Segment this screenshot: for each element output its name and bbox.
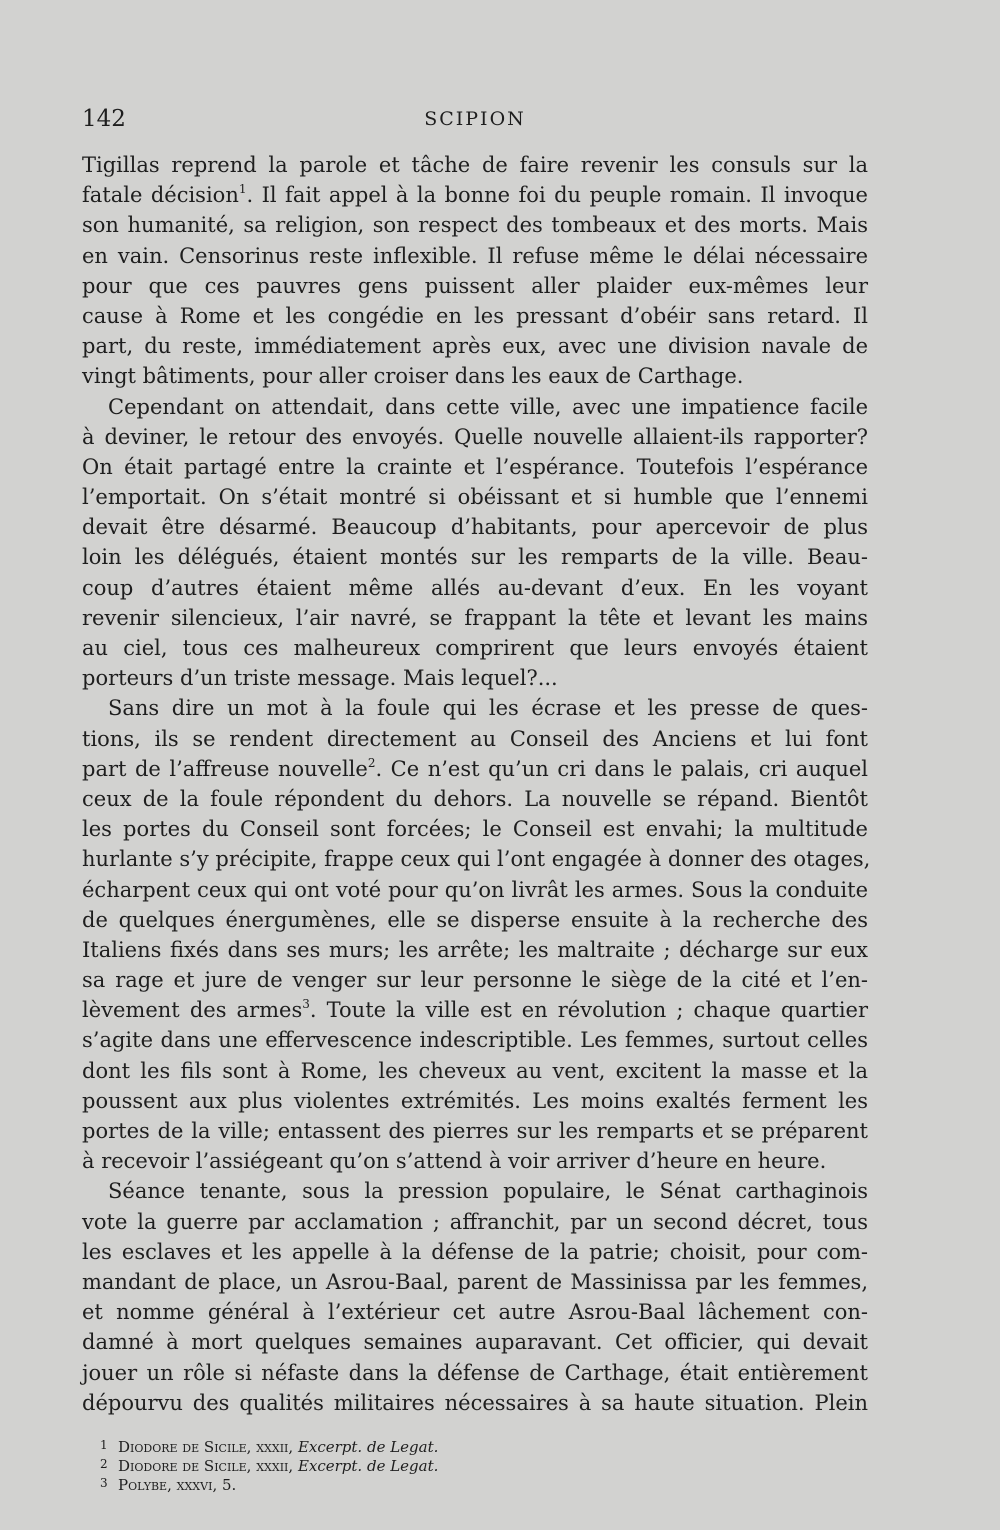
text-line: devait être désarmé. Beaucoup d’habitants, pour apercevoir de plus xyxy=(82,515,868,540)
footnote-mark: 3 xyxy=(100,1476,108,1490)
text-line: loin les délégués, étaient montés sur les remparts de la ville. Beau- xyxy=(82,545,868,570)
text-line: Séance tenante, sous la pression populaire, le Sénat carthaginois xyxy=(108,1179,868,1204)
text-line: au ciel, tous ces malheureux comprirent que leurs envoyés étaient xyxy=(82,636,868,660)
footnote-reference: 1 xyxy=(238,182,247,197)
text-line: écharpent ceux qui ont voté pour qu’on livrât les armes. Sous la conduite xyxy=(82,877,868,902)
footnote-mark: 2 xyxy=(100,1457,108,1471)
text-line: damné à mort quelques semaines auparavant. Cet officier, qui devait xyxy=(82,1330,868,1355)
footnote-mark: 1 xyxy=(100,1438,108,1452)
text-line: à deviner, le retour des envoyés. Quelle nouvelle allaient-ils rapporter? xyxy=(82,424,868,449)
text-line: revenir silencieux, l’air navré, se frappant la tête et levant les mains xyxy=(82,605,868,630)
text-line: cause à Rome et les congédie en les pressant d’obéir sans retard. Il xyxy=(82,303,868,328)
text-line: Sans dire un mot à la foule qui les écrase et les presse de ques- xyxy=(108,696,868,721)
text-line: vote la guerre par acclamation ; affranchit, par un second décret, tous xyxy=(82,1209,868,1234)
text-line: coup d’autres étaient même allés au-devant d’eux. En les voyant xyxy=(82,575,868,600)
text-line: jouer un rôle si néfaste dans la défense de Carthage, était entièrement xyxy=(82,1360,868,1385)
text-line: lèvement des armes$^3$. Toute la ville est en révolution ; chaque quartier xyxy=(82,997,868,1023)
text-line: part, du reste, immédiatement après eux, avec une division navale de xyxy=(82,334,868,359)
text-line: s’agite dans une effervescence indescriptible. Les femmes, surtout celles xyxy=(82,1028,868,1053)
text-line: tions, ils se rendent directement au Conseil des Anciens et lui font xyxy=(82,726,868,751)
text-line: hurlante s’y précipite, frappe ceux qui l’ont engagée à donner des otages, xyxy=(82,847,871,872)
text-line: l’emportait. On s’était montré si obéissant et si humble que l’ennemi xyxy=(82,485,868,510)
text-line: Cependant on attendait, dans cette ville, avec une impatience facile xyxy=(108,394,868,419)
running-title: SCIPION xyxy=(424,108,526,130)
text-line: et nomme général à l’extérieur cet autre Asrou-Baal lâchement con- xyxy=(82,1300,868,1325)
text-line: On était partagé entre la crainte et l’espérance. Toutefois l’espérance xyxy=(82,454,868,479)
body-text xyxy=(82,150,871,1418)
text-line: sa rage et jure de venger sur leur personne le siège de la cité et l’en- xyxy=(82,968,868,993)
text-line: dont les fils sont à Rome, les cheveux au vent, excitent la masse et la xyxy=(82,1058,868,1083)
text-line: portes de la ville; entassent des pierres sur les remparts et se préparent xyxy=(82,1119,868,1143)
text-line: son humanité, sa religion, son respect des tombeaux et des morts. Mais xyxy=(82,213,868,238)
footnote-reference: 3 xyxy=(302,997,310,1012)
text-line: en vain. Censorinus reste inflexible. Il refuse même le délai nécessaire xyxy=(82,243,868,268)
text-line: fatale décision$^1$. Il fait appel à la bonne foi du peuple romain. Il invoque xyxy=(82,182,868,208)
footnote: 1 Diodore de Sicile, xxxii, Excerpt. de Legat. xyxy=(100,1438,439,1456)
text-line: les portes du Conseil sont forcées; le Conseil est envahi; la multitude xyxy=(82,817,868,842)
text-line: poussent aux plus violentes extrémités. Les moins exaltés ferment les xyxy=(82,1088,868,1113)
text-line: vingt bâtiments, pour aller croiser dans les eaux de Carthage. xyxy=(82,364,744,389)
text-line: mandant de place, un Asrou-Baal, parent de Massinissa par les femmes, xyxy=(82,1269,868,1294)
text-line: porteurs d’un triste message. Mais lequel?... xyxy=(82,666,558,691)
text-line: Tigillas reprend la parole et tâche de faire revenir les consuls sur la xyxy=(82,153,868,177)
text-line: ceux de la foule répondent du dehors. La nouvelle se répand. Bientôt xyxy=(82,786,868,811)
text-line: part de l’affreuse nouvelle$^2$. Ce n’est qu’un cri dans le palais, cri auquel xyxy=(82,755,868,781)
footnote-reference: 2 xyxy=(367,755,376,770)
running-head xyxy=(82,106,868,146)
text-line: les esclaves et les appelle à la défense de la patrie; choisit, pour com- xyxy=(82,1239,868,1264)
page-number: 142 xyxy=(82,106,126,132)
footnote: 2 Diodore de Sicile, xxxii, Excerpt. de Legat. xyxy=(100,1457,439,1475)
text-line: dépourvu des qualités militaires nécessaires à sa haute situation. Plein xyxy=(82,1390,868,1415)
text-line: à recevoir l’assiégeant qu’on s’attend à voir arriver d’heure en heure. xyxy=(82,1149,827,1174)
footnote: 3 Polybe, xxxvi, 5. xyxy=(100,1476,237,1494)
text-line: Italiens fixés dans ses murs; les arrête; les maltraite ; décharge sur eux xyxy=(82,937,868,962)
text-line: pour que ces pauvres gens puissent aller plaider eux-mêmes leur xyxy=(82,273,868,298)
footnotes xyxy=(100,1436,800,1493)
text-line: de quelques énergumènes, elle se disperse ensuite à la recherche des xyxy=(82,907,868,932)
